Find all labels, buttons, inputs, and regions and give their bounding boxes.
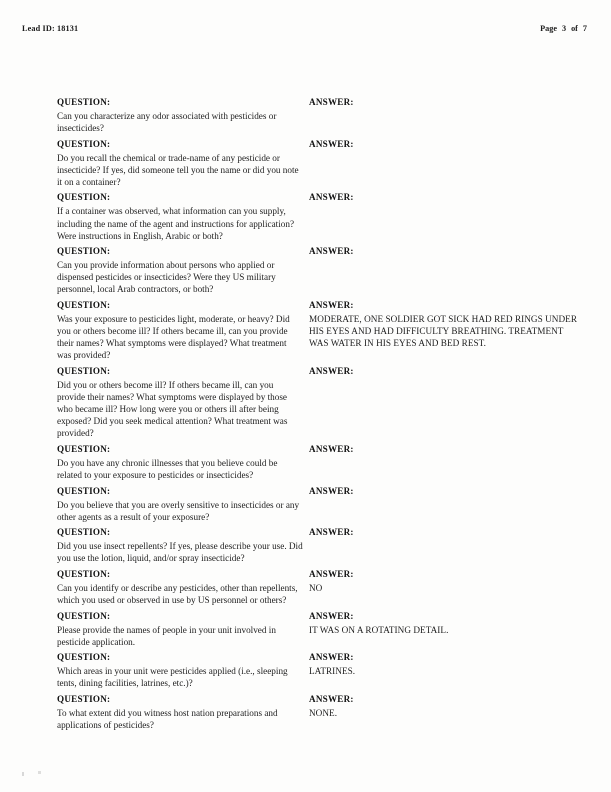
answer-label: ANSWER:: [309, 694, 354, 704]
question-label: QUESTION:: [57, 568, 111, 579]
qa-block: [57, 138, 577, 188]
question-text: Was your exposure to pesticides light, moderate, or heavy? Did you or others become ill? If others became ill, can you provide their names? What symptoms were displayed? What treatment was provided?: [57, 314, 290, 361]
scan-artifact: [38, 771, 41, 774]
question-label: QUESTION:: [57, 443, 111, 454]
answer-label: ANSWER:: [309, 365, 354, 376]
qa-block: [57, 693, 577, 731]
page-of-word: of: [571, 24, 578, 33]
page-label-prefix: Page: [540, 24, 557, 33]
question-label: QUESTION:: [57, 485, 111, 496]
answer-label: ANSWER:: [309, 610, 354, 621]
question-label: QUESTION:: [57, 192, 111, 203]
page-number: [540, 24, 587, 33]
answer-label: ANSWER:: [309, 300, 354, 311]
scan-artifact: [22, 772, 24, 776]
qa-block: [57, 443, 577, 481]
qa-block: [57, 365, 577, 439]
question-text: If a container was observed, what information can you supply, including the name of the agent and instructions for application? Were instructions in English, Arabic or both?: [57, 206, 295, 241]
question-label: QUESTION:: [57, 652, 111, 663]
answer-label: ANSWER:: [309, 485, 354, 496]
question-label: QUESTION:: [57, 365, 111, 376]
answer-label: ANSWER:: [309, 568, 354, 579]
question-text: Do you believe that you are overly sensitive to insecticides or any other agents as a result of your exposure?: [57, 499, 300, 522]
answer-label: ANSWER:: [309, 97, 354, 107]
answer-text: IT WAS ON A ROTATING DETAIL.: [309, 624, 449, 635]
question-text: To what extent did you witness host nation preparations and applications of pesticides?: [57, 708, 278, 731]
question-label: QUESTION:: [57, 610, 111, 621]
qa-list: [57, 96, 577, 735]
answer-text: LATRINES.: [309, 666, 356, 677]
qa-block: [57, 610, 577, 648]
answer-text: NONE.: [309, 708, 338, 718]
lead-id-label: Lead ID: 18131: [22, 24, 79, 33]
qa-block: [57, 651, 577, 689]
question-text: Please provide the names of people in your unit involved in pesticide application.: [57, 624, 276, 647]
page-header: [0, 24, 611, 40]
question-text: Do you have any chronic illnesses that you believe could be related to your exposure to pesticides or insecticides?: [57, 457, 278, 480]
question-text: Did you use insect repellents? If yes, please describe your use. Did you use the lotion, liquid, and/or spray insecticide?: [57, 541, 303, 564]
answer-label: ANSWER:: [309, 443, 354, 454]
question-label: QUESTION:: [57, 527, 111, 538]
answer-text: NO: [309, 582, 323, 593]
qa-block: [57, 526, 577, 564]
question-text: Which areas in your unit were pesticides applied (i.e., sleeping tents, dining facilities, latrines, etc.)?: [57, 666, 288, 689]
question-label: QUESTION:: [57, 694, 111, 704]
question-label: QUESTION:: [57, 138, 111, 149]
question-label: QUESTION:: [57, 97, 111, 107]
question-text: Do you recall the chemical or trade-name of any pesticide or insecticide? If yes, did someone tell you the name or did you note it on a container?: [57, 152, 299, 187]
page-current: 3: [561, 24, 567, 33]
qa-block: [57, 485, 577, 523]
answer-label: ANSWER:: [309, 138, 354, 149]
question-label: QUESTION:: [57, 300, 111, 311]
qa-block: [57, 299, 577, 361]
answer-label: ANSWER:: [309, 192, 354, 203]
page-total: 7: [582, 24, 587, 33]
qa-block: [57, 191, 577, 241]
answer-label: ANSWER:: [309, 246, 354, 257]
question-text: Can you characterize any odor associated with pesticides or insecticides?: [57, 111, 277, 134]
question-text: Can you identify or describe any pesticides, other than repellents, which you used or observed in use by US personnel or others?: [57, 582, 298, 606]
answer-text: MODERATE, ONE SOLDIER GOT SICK HAD RED RINGS UNDER HIS EYES AND HAD DIFFICULTY BREATHING. TREATMENT WAS WATER IN HIS EYES AND BED REST.: [309, 314, 578, 349]
qa-block: [57, 568, 577, 606]
qa-block: [57, 96, 577, 134]
answer-label: ANSWER:: [309, 527, 354, 538]
answer-label: ANSWER:: [309, 652, 354, 663]
qa-block: [57, 245, 577, 295]
question-text: Can you provide information about persons who applied or dispensed pesticides or insecticides? Were they US military personnel, local Arab contractors, or both?: [57, 260, 276, 295]
question-label: QUESTION:: [57, 246, 111, 257]
question-text: Did you or others become ill? If others became ill, can you provide their names? What symptoms were displayed by those who became ill? How long were you or others ill after being exposed? Did you seek medical attention? What treatment was provided?: [57, 379, 288, 439]
